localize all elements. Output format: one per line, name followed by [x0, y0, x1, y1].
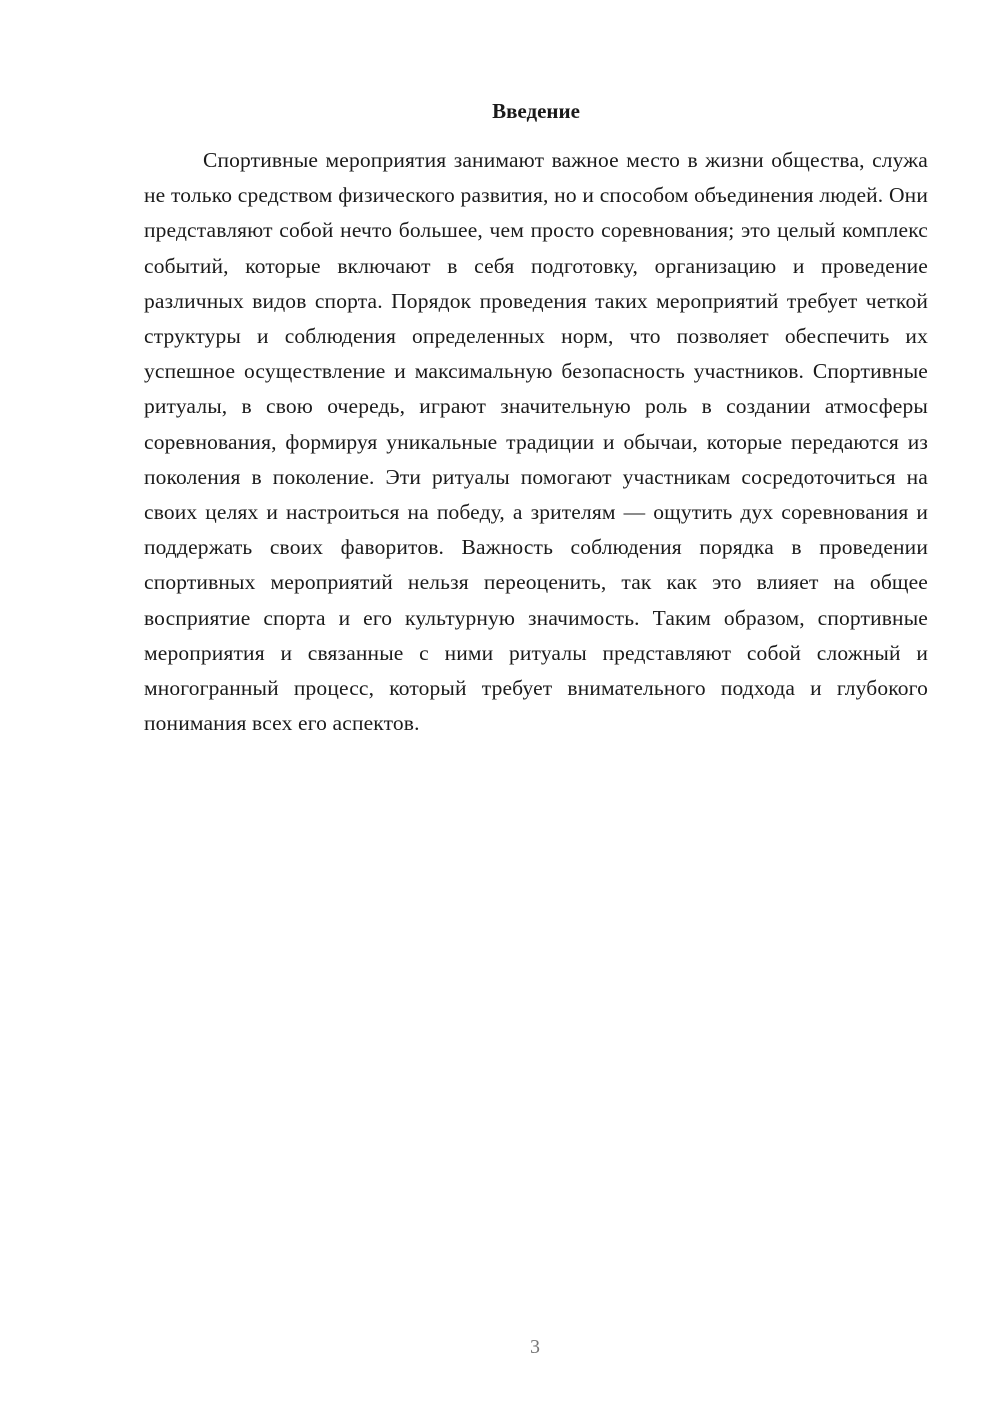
section-heading: Введение: [492, 99, 580, 123]
page-number: 3: [530, 1336, 540, 1358]
body-paragraph: Спортивные мероприятия занимают важное место в жизни общества, служа не только средством физического развития, но и способом объединения людей. Они представляют собой нечто большее, чем просто соревнования; это целый комплекс событий, которые включают в себя подготовку, организацию и проведение различных видов спорта. Порядок проведения таких мероприятий требует четкой структуры и соблюдения определенных норм, что позволяет обеспечить их успешное осуществление и максимальную безопасность участников. Спортивные ритуалы, в свою очередь, играют значительную роль в создании атмосферы соревнования, формируя уникальные традиции и обычаи, которые передаются из поколения в поколение. Эти ритуалы помогают участникам сосредоточиться на своих целях и настроиться на победу, а зрителям — ощутить дух соревнования и поддержать своих фаворитов. Важность соблюдения порядка в проведении спортивных мероприятий нельзя переоценить, так как это влияет на общее восприятие спорта и его культурную значимость. Таким образом, спортивные мероприятия и связанные с ними ритуалы представляют собой сложный и многогранный процесс, который требует внимательного подхода и глубокого понимания всех его аспектов.: [144, 148, 928, 736]
